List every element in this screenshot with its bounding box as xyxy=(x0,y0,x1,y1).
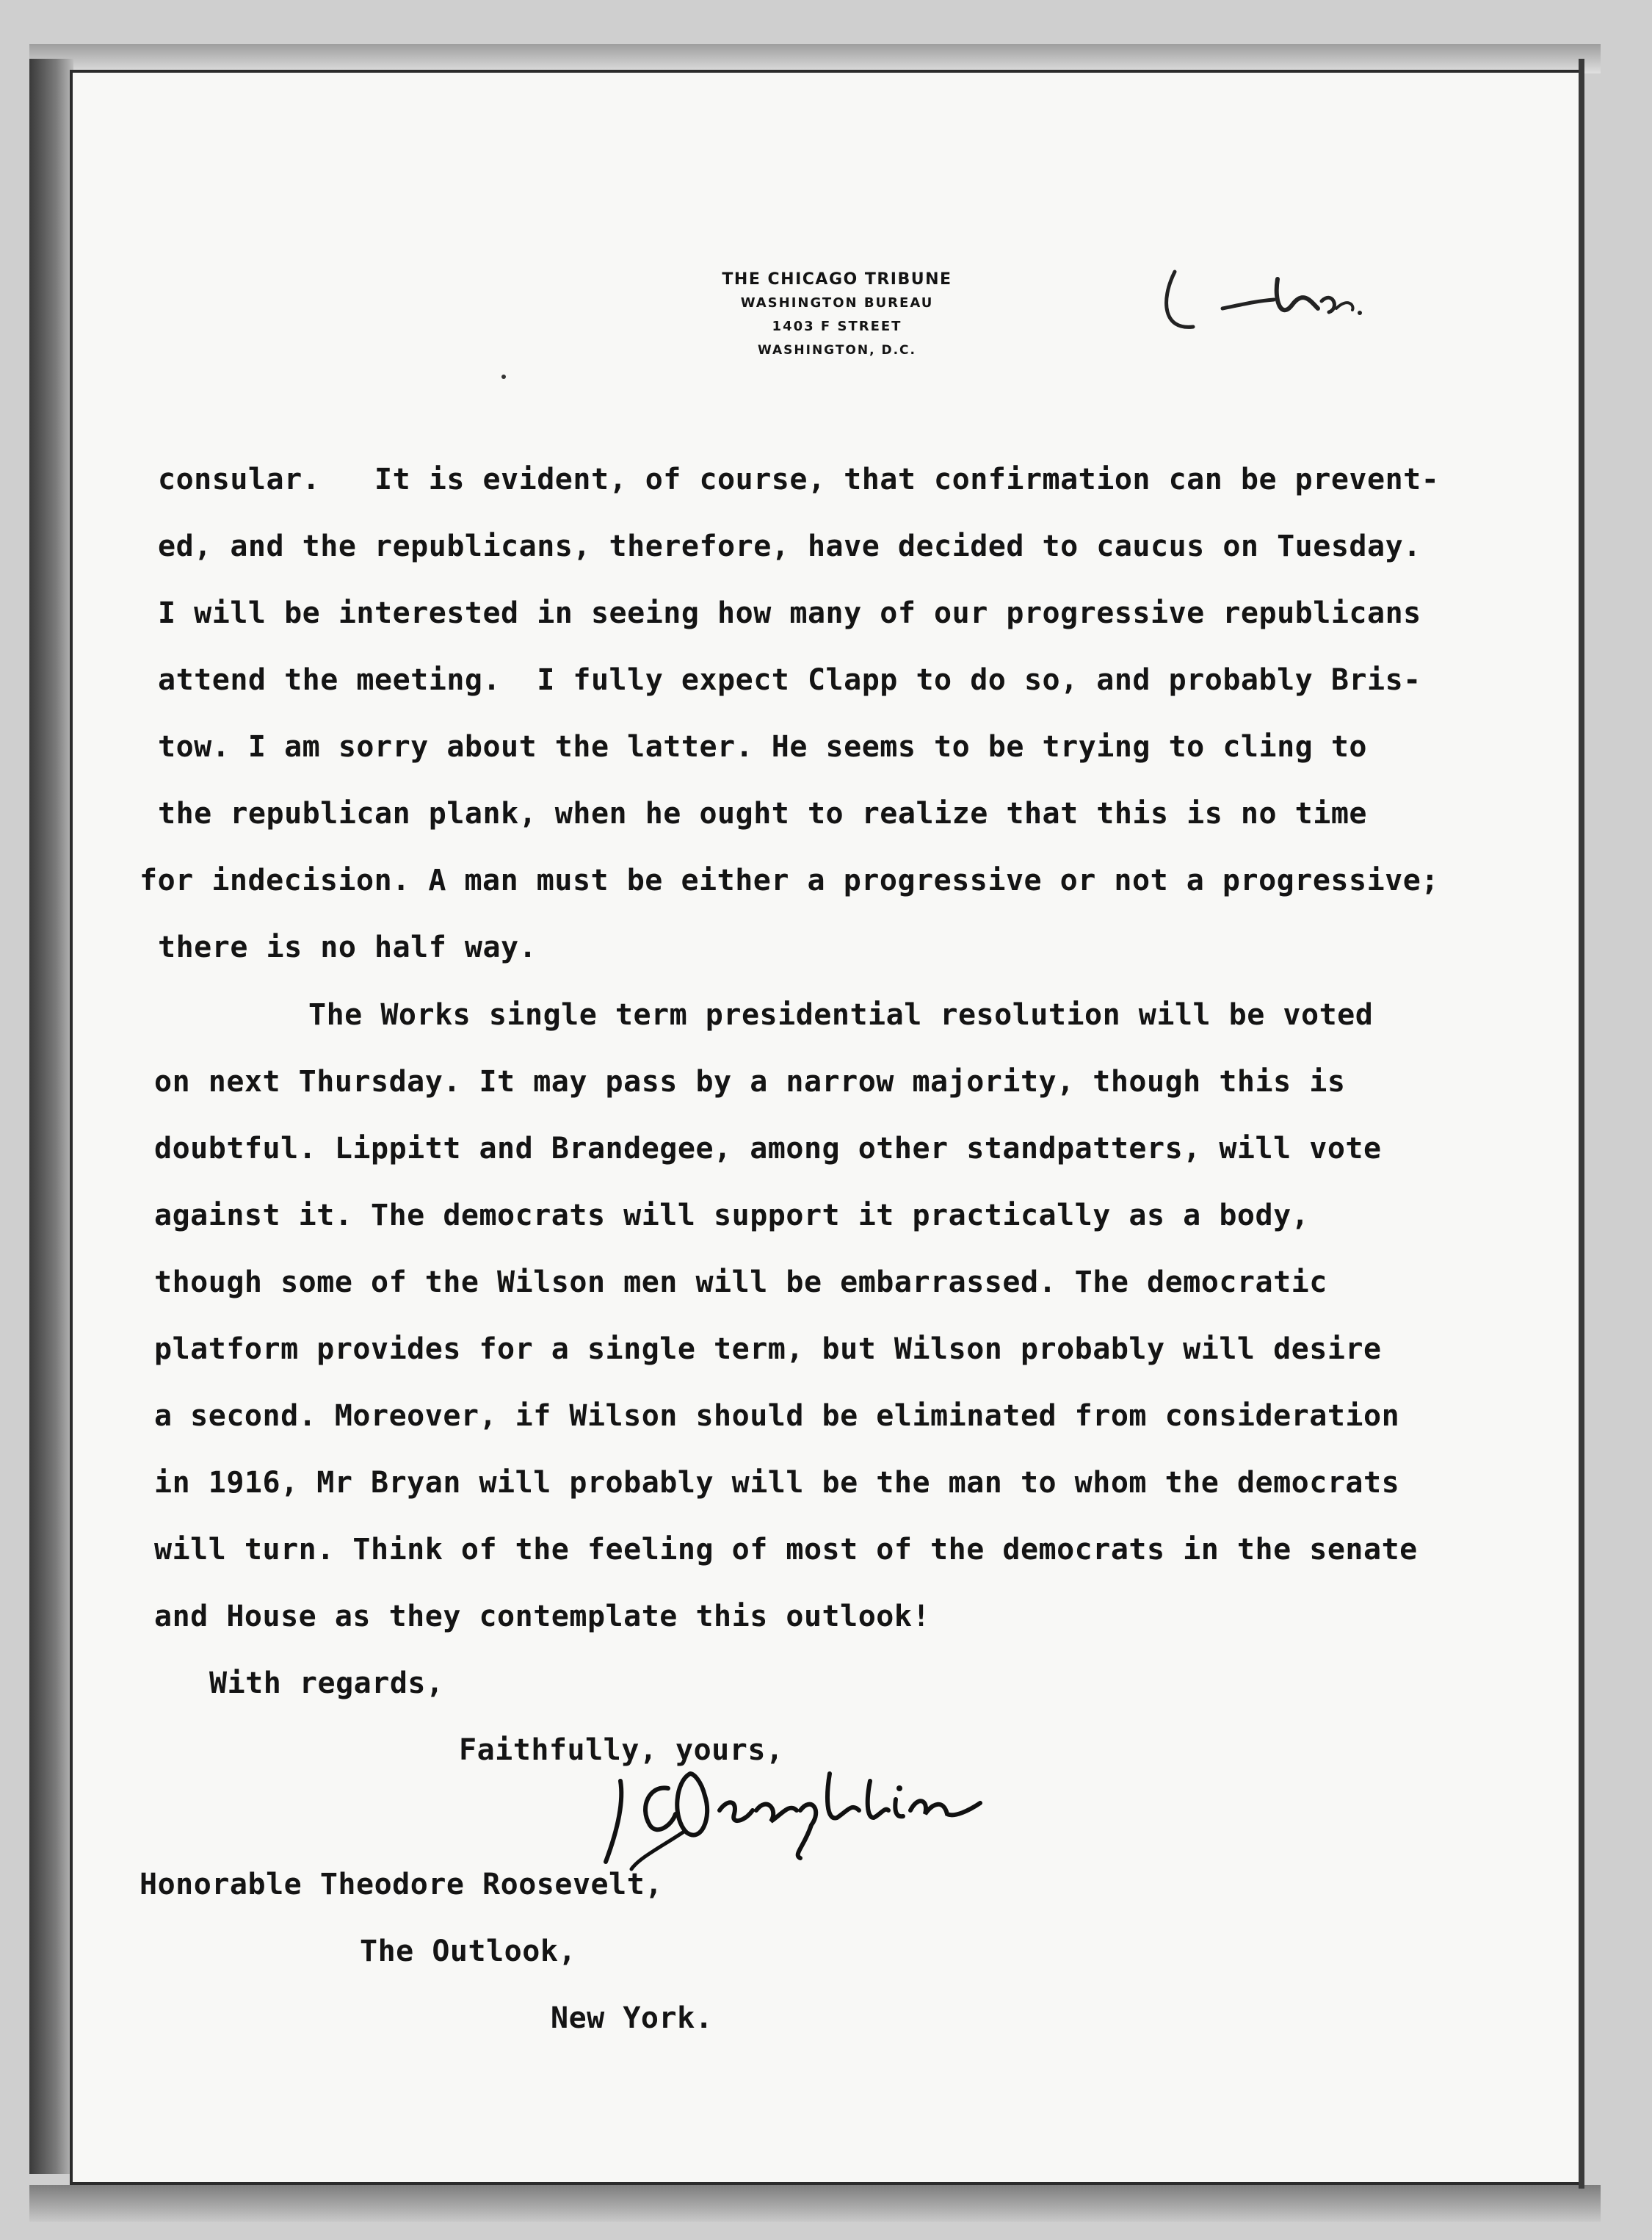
body-line-p1-6: the republican plank, when he ought to realize that this is no time xyxy=(158,797,1367,831)
body-line-p1-4: attend the meeting. I fully expect Clapp to do so, and probably Bris- xyxy=(158,663,1421,697)
address-line-city: New York. xyxy=(551,2001,714,2035)
letterhead-city: WASHINGTON, D.C. xyxy=(758,343,916,358)
letterhead-bureau: WASHINGTON BUREAU xyxy=(740,295,934,311)
right-edge xyxy=(1579,59,1584,2189)
body-line-p2-8: in 1916, Mr Bryan will probably will be the man to whom the democrats xyxy=(154,1466,1400,1500)
body-line-p2-3: doubtful. Lippitt and Brandegee, among other standpatters, will vote xyxy=(154,1132,1382,1166)
body-line-p1-5: tow. I am sorry about the latter. He seems to be trying to cling to xyxy=(158,730,1367,764)
body-line-p1-2: ed, and the republicans, therefore, have decided to caucus on Tuesday. xyxy=(158,530,1421,563)
body-line-p2-6: platform provides for a single term, but Wilson probably will desire xyxy=(154,1332,1382,1366)
body-line-p1-1: consular. It is evident, of course, that confirmation can be prevent- xyxy=(158,463,1440,496)
address-line-recipient: Honorable Theodore Roosevelt, xyxy=(140,1868,663,1901)
bottom-edge xyxy=(29,2185,1601,2222)
handwritten-initials-mark xyxy=(1153,250,1432,345)
paper-speck xyxy=(501,375,506,379)
body-line-p2-5: though some of the Wilson men will be embarrassed. The democratic xyxy=(154,1265,1327,1299)
left-binding-shadow xyxy=(29,59,73,2174)
body-line-p1-3: I will be interested in seeing how many of our progressive republicans xyxy=(158,596,1421,630)
body-line-p2-9: will turn. Think of the feeling of most of the democrats in the senate xyxy=(154,1533,1418,1567)
body-line-p2-2: on next Thursday. It may pass by a narrow majority, though this is xyxy=(154,1065,1346,1099)
address-line-organization: The Outlook, xyxy=(360,1934,576,1968)
body-line-p1-8: there is no half way. xyxy=(158,931,537,964)
body-line-p1-7: for indecision. A man must be either a progressive or not a progressive; xyxy=(140,864,1439,897)
body-line-p2-4: against it. The democrats will support it practically as a body, xyxy=(154,1199,1310,1232)
closing-regards: With regards, xyxy=(209,1666,444,1700)
letterhead-name: THE CHICAGO TRIBUNE xyxy=(722,270,952,289)
closing-faithfully: Faithfully, yours, xyxy=(459,1733,784,1767)
letterhead-street: 1403 F STREET xyxy=(772,319,902,334)
body-line-p2-10: and House as they contemplate this outlook! xyxy=(154,1600,931,1633)
handwritten-signature xyxy=(580,1752,1013,1876)
top-shadow xyxy=(29,44,1601,73)
body-line-p2-1: The Works single term presidential resolution will be voted xyxy=(308,998,1374,1032)
letterhead xyxy=(683,268,991,362)
body-line-p2-7: a second. Moreover, if Wilson should be eliminated from consideration xyxy=(154,1399,1400,1433)
